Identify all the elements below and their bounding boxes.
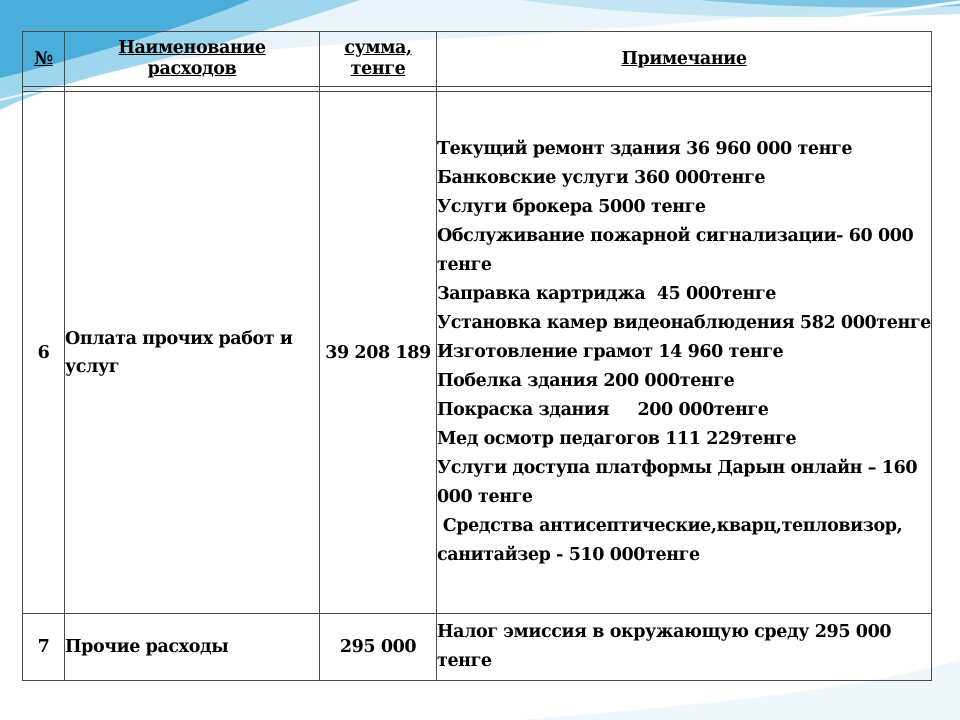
row-note [437, 92, 932, 614]
header-number: № [23, 32, 65, 87]
note-line: Заправка картриджа 45 000тенге [437, 284, 776, 304]
expenses-table [22, 31, 932, 681]
note-line: Банковские услуги 360 000тенге [437, 168, 766, 188]
note-line: Текущий ремонт здания 36 960 000 тенге [437, 139, 853, 159]
header-sum [320, 32, 437, 87]
note-line: Налог эмиссия в окружающую среду 295 000 тенге [437, 622, 897, 671]
note-line: Средства антисептические,кварц,тепловизор, санитайзер - 510 000тенге [437, 516, 908, 565]
row-name: Оплата прочих работ и услуг [65, 92, 320, 614]
row-number: 6 [23, 92, 65, 614]
table-header-row [23, 32, 932, 87]
note-line: Побелка здания 200 000тенге [437, 371, 735, 391]
row-name: Прочие расходы [65, 614, 320, 681]
header-sum-line1: сумма, [344, 38, 412, 58]
header-note: Примечание [437, 32, 932, 87]
note-line: Мед осмотр педагогов 111 229тенге [437, 429, 797, 449]
note-line: Изготовление грамот 14 960 тенге [437, 342, 784, 362]
note-line: Покраска здания 200 000тенге [437, 400, 769, 420]
note-line: Установка камер видеонаблюдения 582 000тенге [437, 313, 931, 333]
note-line: Услуги доступа платформы Дарын онлайн – 160 000 тенге [437, 458, 923, 507]
note-line: Обслуживание пожарной сигнализации- 60 000 тенге [437, 226, 920, 275]
note-line: Услуги брокера 5000 тенге [437, 197, 706, 217]
header-name-line2: расходов [147, 59, 237, 79]
header-sum-line2: тенге [350, 59, 406, 79]
row-sum: 295 000 [320, 614, 437, 681]
row-sum: 39 208 189 [320, 92, 437, 614]
header-name [65, 32, 320, 87]
header-name-line1: Наименование [118, 38, 266, 58]
row-number: 7 [23, 614, 65, 681]
row-note [437, 614, 932, 681]
table-row [23, 92, 932, 614]
table-row [23, 614, 932, 681]
